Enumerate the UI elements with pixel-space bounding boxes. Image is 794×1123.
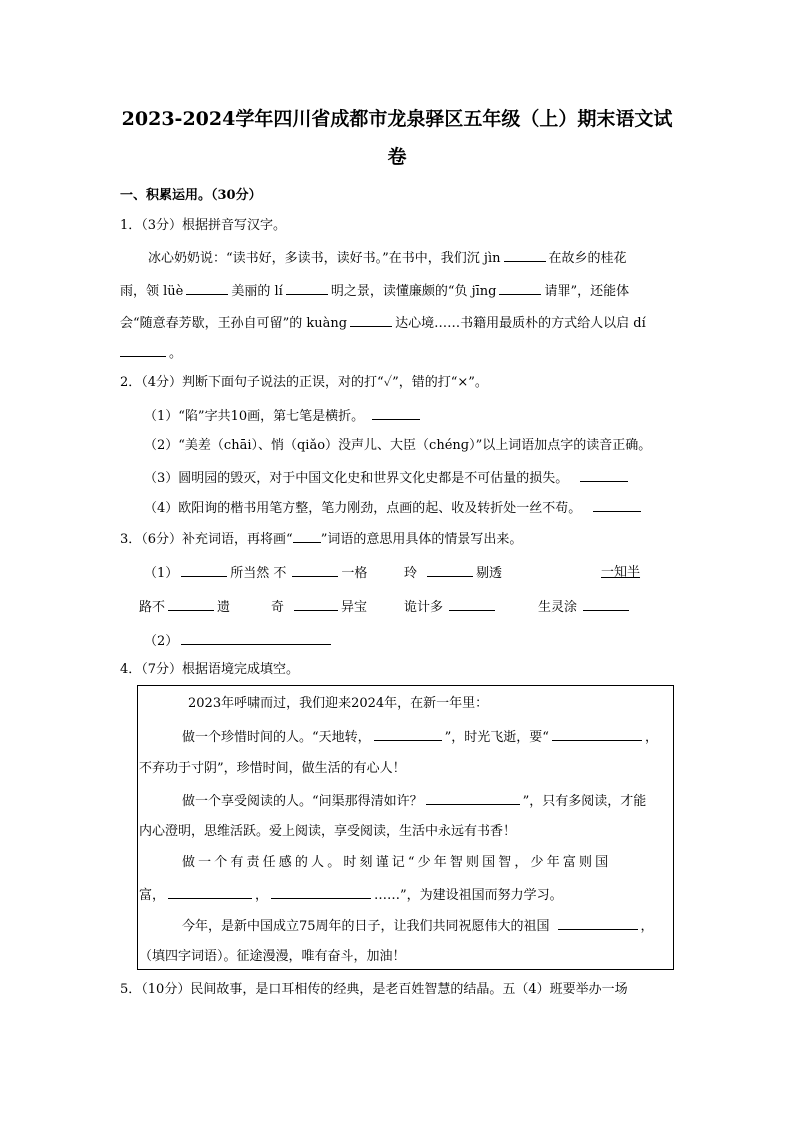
q1-text: 。 <box>169 346 183 361</box>
q3-row-1 <box>144 563 367 584</box>
q4-text: ……”，为建设祖国而努力学习。 <box>374 888 563 903</box>
answer-blank[interactable] <box>294 597 338 611</box>
q1-text: 在故乡的桂花 <box>548 251 627 266</box>
q4-text: 做一个珍惜时间的人。“天地转， <box>182 730 371 745</box>
answer-blank[interactable] <box>426 791 520 805</box>
q3-row-1-right <box>404 563 502 584</box>
q2-text: （1）“陷”字共10画，第七笔是横折。 <box>144 409 365 424</box>
q4-line-3: 不弃功于寸阴”，珍惜时间，做生活的有心人！ <box>139 761 406 776</box>
q3-text: 生灵涂 <box>538 600 578 615</box>
q4-text: 今年，是新中国成立75周年的日子，让我们共同祝愿伟大的祖国 <box>182 919 550 934</box>
answer-blank[interactable] <box>558 916 638 930</box>
underline-sample <box>293 529 321 543</box>
q1-line-2 <box>120 281 629 302</box>
q3-text: 遗 <box>217 600 231 615</box>
q2-heading: 2．（4分）判断下面句子说法的正误，对的打“✓”，错的打“×”。 <box>120 375 488 390</box>
q3-underlined-word: 一知半 <box>601 565 641 580</box>
q3-heading <box>120 529 522 550</box>
title-line-2: 卷 <box>387 146 407 168</box>
q4-text: ”，时光飞逝，要“ <box>444 730 549 745</box>
q1-line-3 <box>120 313 646 334</box>
answer-blank[interactable] <box>168 597 214 611</box>
answer-blank[interactable] <box>181 563 227 577</box>
answer-blank[interactable] <box>449 597 495 611</box>
q3-text: ”词语的意思用具体的情景写出来。 <box>320 532 523 547</box>
answer-blank[interactable] <box>552 727 642 741</box>
q3-text: 玲 <box>404 566 418 581</box>
q3-text: 剔透 <box>476 566 503 581</box>
q4-text: 富， <box>139 888 166 903</box>
answer-blank[interactable] <box>186 281 228 295</box>
q3-row-2-d <box>538 597 632 618</box>
q3-text: （2） <box>144 634 179 649</box>
q1-text: 会“随意春芳歇，王孙自可留”的 kuàng <box>120 316 348 331</box>
q1-text: 雨，领 lüè <box>120 284 184 299</box>
answer-blank[interactable] <box>350 313 392 327</box>
q3-text: （1） <box>144 566 179 581</box>
q2-statement-3 <box>144 468 631 489</box>
q1-text: 明之景，读懂廉颇的“负 jīng <box>330 284 497 299</box>
answer-blank[interactable] <box>292 563 338 577</box>
answer-blank[interactable] <box>580 468 628 482</box>
q3-text: 异宝 <box>341 600 368 615</box>
q3-row-2 <box>139 597 230 618</box>
exam-title <box>100 100 694 176</box>
q4-text: ， <box>255 888 269 903</box>
answer-blank[interactable] <box>181 631 331 645</box>
q4-line-8 <box>182 916 654 937</box>
section-heading: 一、积累运用。（30分） <box>120 188 262 203</box>
q1-text: 请罪”，还能体 <box>544 284 630 299</box>
q3-text: 3．（6分）补充词语，再将画“ <box>120 532 293 547</box>
q4-text: ， <box>640 919 654 934</box>
q3-row-2-c <box>404 597 498 618</box>
q4-line-2 <box>182 727 658 748</box>
q4-text: 做一个享受阅读的人。“问渠那得清如许？ <box>182 794 423 809</box>
answer-blank[interactable] <box>286 281 328 295</box>
q4-line-6: 做 一 个 有 责 任 感 的 人 。 时 刻 谨 记 “ 少 年 智 则 国 智 ， 少 年 富 则 国 <box>182 855 609 870</box>
q2-text: （4）欧阳询的楷书用笔方整，笔力刚劲，点画的起、收及转折处一丝不苟。 <box>144 501 582 516</box>
answer-blank[interactable] <box>120 343 166 357</box>
q1-text: 美丽的 lí <box>231 284 283 299</box>
q1-heading: 1．（3分）根据拼音写汉字。 <box>120 218 287 233</box>
answer-blank[interactable] <box>499 281 541 295</box>
q5-heading: 5．（10分）民间故事，是口耳相传的经典，是老百姓智慧的结晶。五（4）班要举办一场 <box>120 982 628 997</box>
q2-statement-1 <box>144 406 423 427</box>
answer-blank[interactable] <box>427 563 473 577</box>
q4-line-7 <box>139 885 563 906</box>
q1-line-4 <box>120 343 182 364</box>
q4-line-4 <box>182 791 646 812</box>
title-line-1: 2023-2024学年四川省成都市龙泉驿区五年级（上）期末语文试 <box>121 108 673 130</box>
q3-text: 所当然 不 <box>230 566 287 581</box>
q1-line-1 <box>148 248 627 269</box>
q4-line-9: （填四字词语）。征途漫漫，唯有奋斗，加油！ <box>139 949 406 964</box>
q1-text: 冰心奶奶说：“读书好，多读书，读好书。”在书中，我们沉 jìn <box>148 251 501 266</box>
answer-blank[interactable] <box>374 727 442 741</box>
q3-text: 路不 <box>139 600 166 615</box>
q2-statement-4 <box>144 498 644 519</box>
answer-blank[interactable] <box>504 248 546 262</box>
answer-blank[interactable] <box>271 885 371 899</box>
q3-text: 一格 <box>341 566 368 581</box>
q1-text: 达心境……书籍用最质朴的方式给人以启 dí <box>395 316 646 331</box>
answer-blank[interactable] <box>168 885 252 899</box>
q3-row-3 <box>144 631 334 652</box>
q3-row-2-b <box>271 597 367 618</box>
answer-blank[interactable] <box>593 498 641 512</box>
q4-heading: 4．（7分）根据语境完成填空。 <box>120 662 300 677</box>
answer-blank[interactable] <box>583 597 629 611</box>
q4-text: ， <box>644 730 658 745</box>
q2-statement-2: （2）“美差（chāi）、悄（qiǎo）没声儿、大臣（chénɡ）”以上词语加点字的读音正确。 <box>144 438 652 453</box>
q4-paragraph-1: 2023年呼啸而过，我们迎来2024年，在新一年里： <box>188 696 489 711</box>
q2-text: （3）圆明园的毁灭，对于中国文化史和世界文化史都是不可估量的损失。 <box>144 471 569 486</box>
q4-line-5: 内心澄明，思维活跃。爱上阅读，享受阅读，生活中永远有书香！ <box>139 824 517 839</box>
q4-text: ”，只有多阅读，才能 <box>522 794 647 809</box>
q3-text: 奇 <box>271 600 285 615</box>
answer-blank[interactable] <box>372 406 420 420</box>
q3-text: 诡计多 <box>404 600 444 615</box>
